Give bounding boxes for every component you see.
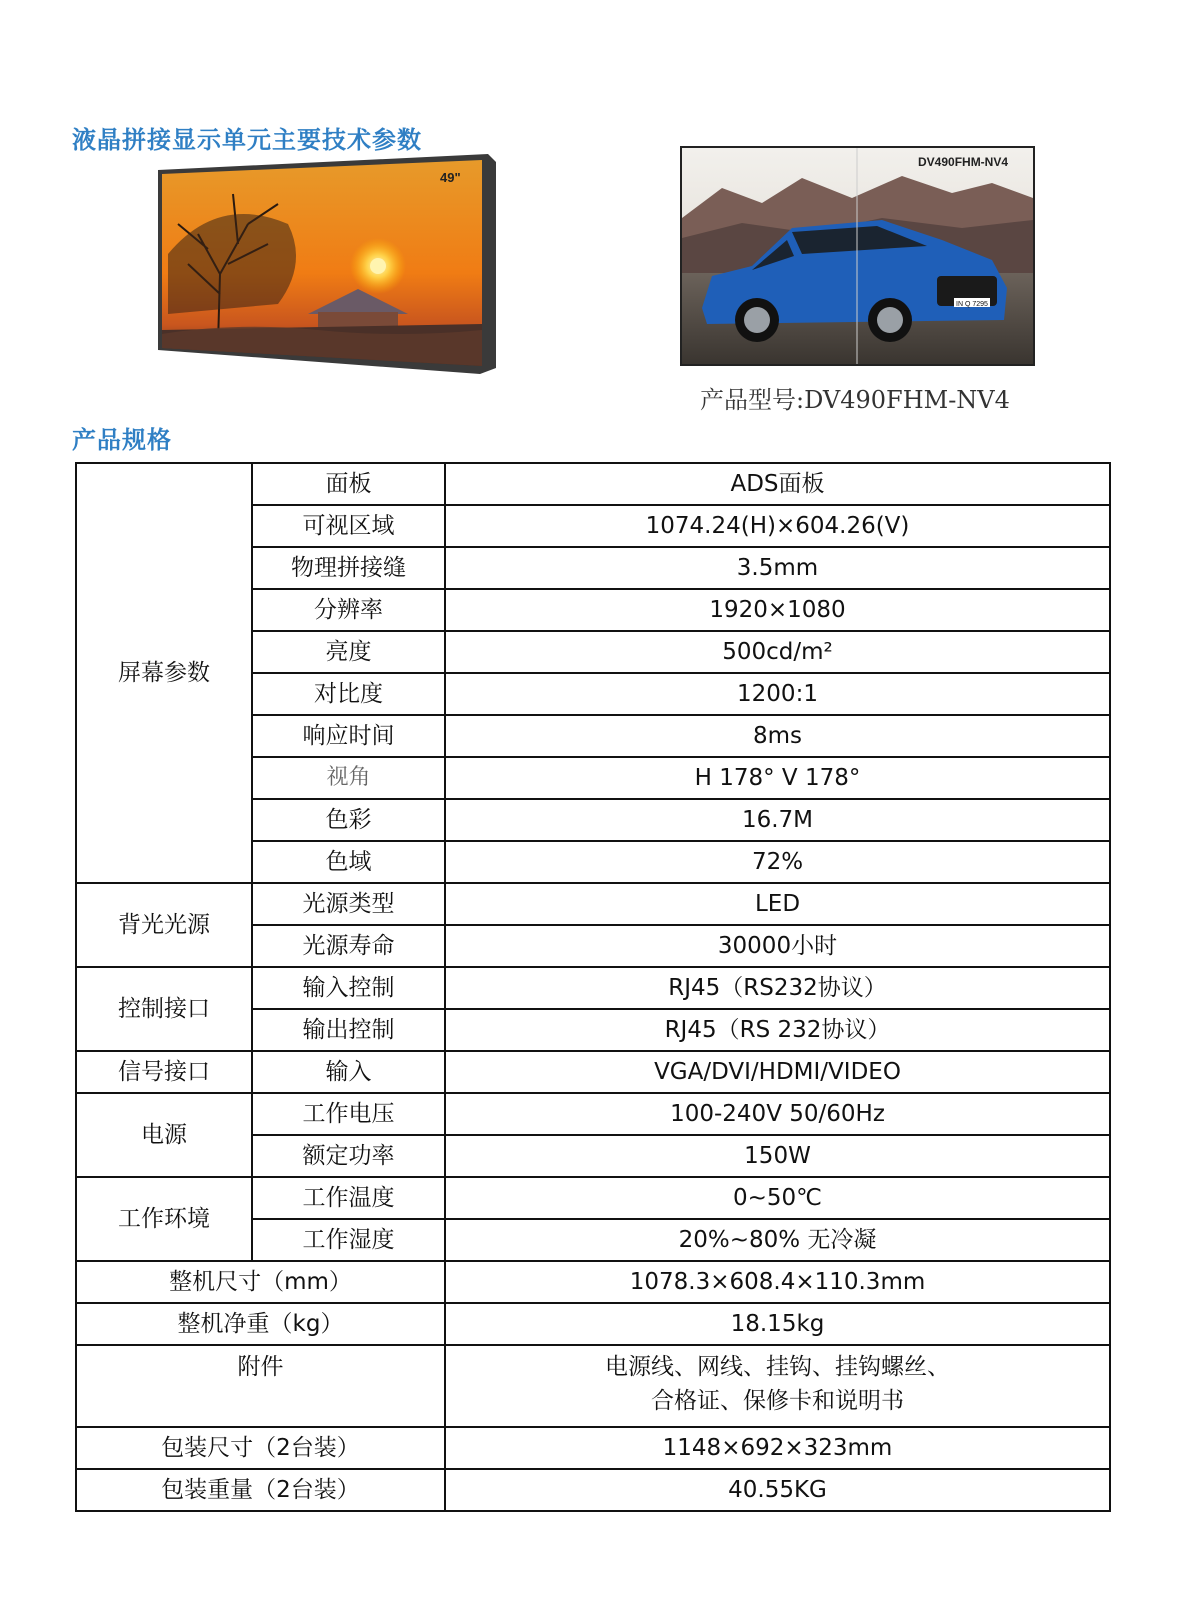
model-caption: 产品型号:DV490FHM-NV4 [700,386,1010,414]
video-wall-image [680,146,1035,366]
param-value: 0~50℃ [445,1177,1110,1219]
param-name: 整机净重（kg） [76,1303,445,1345]
param-value: 100-240V 50/60Hz [445,1093,1110,1135]
table-row [76,883,1110,925]
param-name: 色彩 [252,799,445,841]
accessories-line-1: 电源线、网线、挂钩、挂钩螺丝、 [605,1354,950,1380]
param-value: 150W [445,1135,1110,1177]
size-badge: 49" [440,170,461,185]
group-label: 屏幕参数 [76,463,252,883]
param-value: H 178° V 178° [445,757,1110,799]
param-value: 16.7M [445,799,1110,841]
table-row [76,1093,1110,1135]
param-value: 40.55KG [445,1469,1110,1511]
param-name: 色域 [252,841,445,883]
param-name: 对比度 [252,673,445,715]
table-row [76,1469,1110,1511]
param-name: 物理拼接缝 [252,547,445,589]
group-label: 工作环境 [76,1177,252,1261]
section-title: 液晶拼接显示单元主要技术参数 [72,126,422,154]
param-name: 工作电压 [252,1093,445,1135]
param-value: 30000小时 [445,925,1110,967]
param-value: 1078.3×608.4×110.3mm [445,1261,1110,1303]
param-value: 3.5mm [445,547,1110,589]
param-value: 1148×692×323mm [445,1427,1110,1469]
param-value: 72% [445,841,1110,883]
param-value [445,1345,1110,1427]
param-value: LED [445,883,1110,925]
param-name: 响应时间 [252,715,445,757]
param-value: RJ45（RS 232协议） [445,1009,1110,1051]
param-name: 整机尺寸（mm） [76,1261,445,1303]
group-label: 电源 [76,1093,252,1177]
param-value: 8ms [445,715,1110,757]
param-name: 包装重量（2台装） [76,1469,445,1511]
param-name: 包装尺寸（2台装） [76,1427,445,1469]
lcd-panel-image [158,154,498,374]
group-label: 信号接口 [76,1051,252,1093]
param-value: 1074.24(H)×604.26(V) [445,505,1110,547]
param-name: 额定功率 [252,1135,445,1177]
param-name: 视角 [252,757,445,799]
param-name: 工作湿度 [252,1219,445,1261]
table-row [76,1427,1110,1469]
accessories-line-2: 合格证、保修卡和说明书 [651,1388,904,1414]
param-value: 20%~80% 无冷凝 [445,1219,1110,1261]
param-name: 分辨率 [252,589,445,631]
table-row [76,1261,1110,1303]
param-value: RJ45（RS232协议） [445,967,1110,1009]
table-row [76,463,1110,505]
param-name: 输入控制 [252,967,445,1009]
param-name: 附件 [76,1345,445,1427]
param-name: 光源寿命 [252,925,445,967]
param-name: 输出控制 [252,1009,445,1051]
param-value: 18.15kg [445,1303,1110,1345]
car-picture [682,148,1033,364]
table-row [76,1303,1110,1345]
param-value: ADS面板 [445,463,1110,505]
group-label: 控制接口 [76,967,252,1051]
spec-title: 产品规格 [72,426,172,454]
param-value: 1920×1080 [445,589,1110,631]
param-value: VGA/DVI/HDMI/VIDEO [445,1051,1110,1093]
table-row [76,967,1110,1009]
param-name: 面板 [252,463,445,505]
spec-table [75,462,1111,1512]
param-value: 500cd/m² [445,631,1110,673]
model-badge: DV490FHM-NV4 [918,155,1009,169]
table-row [76,1177,1110,1219]
param-name: 工作温度 [252,1177,445,1219]
table-row [76,1051,1110,1093]
group-label: 背光光源 [76,883,252,967]
param-name: 亮度 [252,631,445,673]
param-name: 输入 [252,1051,445,1093]
param-name: 光源类型 [252,883,445,925]
param-name: 可视区域 [252,505,445,547]
table-row [76,1345,1110,1427]
license-plate: IN Q 7295 [956,301,988,308]
param-value: 1200:1 [445,673,1110,715]
